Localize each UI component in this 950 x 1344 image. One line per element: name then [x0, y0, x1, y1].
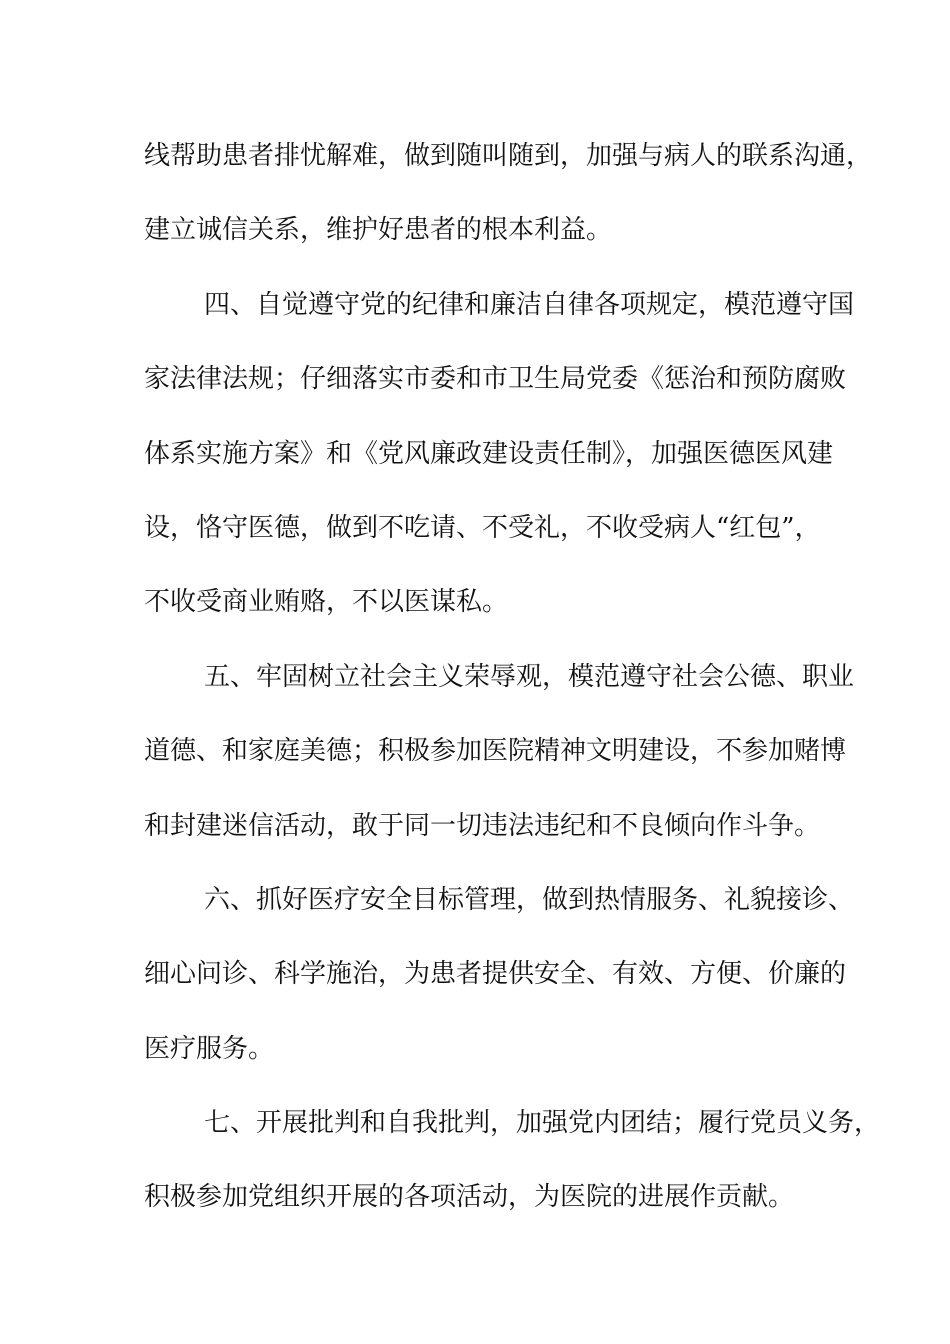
paragraph-start-line: 六、抓好医疗安全目标管理，做到热情服务、礼貌接诊、 — [204, 884, 855, 915]
text-line: 家法律法规；仔细落实市委和市卫生局党委《惩治和预防腐败 — [144, 364, 847, 395]
text-line: 和封建迷信活动，敢于同一切违法违纪和不良倾向作斗争。 — [144, 810, 821, 841]
text-line: 线帮助患者排忧解难，做到随叫随到，加强与病人的联系沟通， — [144, 141, 873, 171]
document-body — [144, 126, 881, 1242]
text-line: 医疗服务。 — [144, 1033, 275, 1064]
paragraph-start-line: 七、开展批判和自我批判，加强党内团结；履行党员义务， — [204, 1108, 881, 1139]
paragraph-start-line: 五、牢固树立社会主义荣辱观，模范遵守社会公德、职业 — [204, 661, 855, 692]
text-line: 细心问诊、科学施治，为患者提供安全、有效、方便、价廉的 — [144, 959, 847, 990]
paragraph-start-line: 四、自觉遵守党的纪律和廉洁自律各项规定，模范遵守国 — [204, 289, 855, 320]
text-line: 建立诚信关系，维护好患者的根本利益。 — [144, 215, 613, 246]
text-line: 设，恪守医德，做到不吃请、不受礼，不收受病人“红包”， — [144, 512, 821, 543]
text-line: 积极参加党组织开展的各项活动，为医院的进展作贡献。 — [144, 1182, 795, 1213]
text-line: 道德、和家庭美德；积极参加医院精神文明建设，不参加赌博 — [144, 736, 847, 767]
text-line: 不收受商业贿赂，不以医谋私。 — [144, 587, 509, 618]
text-line: 体系实施方案》和《党风廉政建设责任制》，加强医德医风建 — [144, 438, 834, 469]
